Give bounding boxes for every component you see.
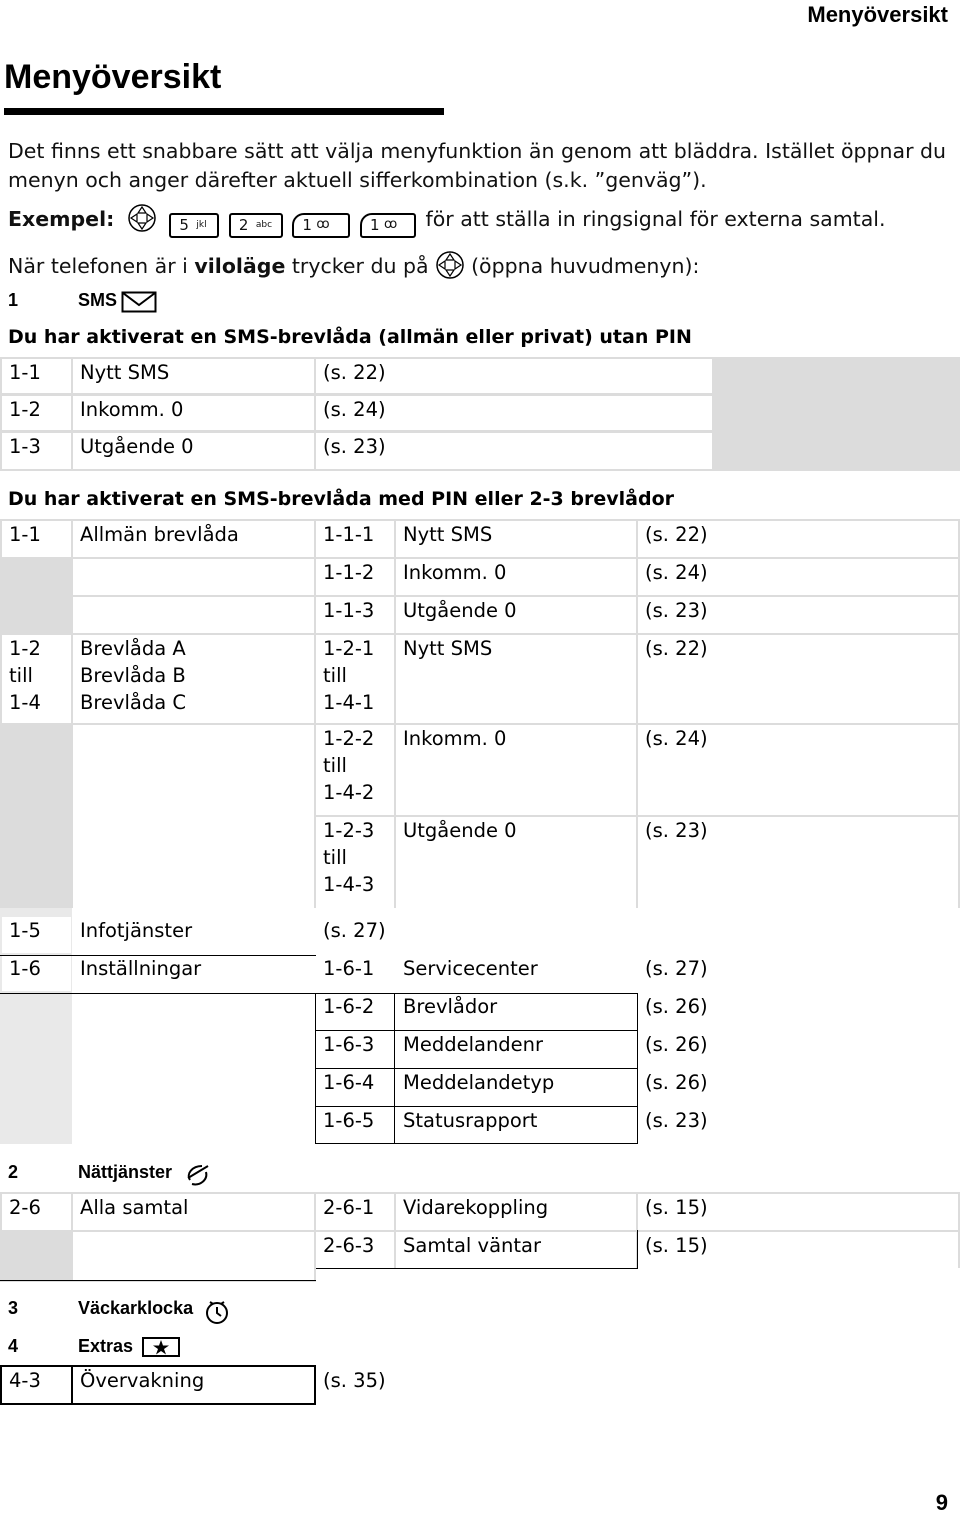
star-icon: [142, 1337, 180, 1362]
example-text: för att ställa in ringsignal för externa samtal.: [425, 207, 886, 231]
subheading-with-pin: Du har aktiverat en SMS-brevlåda med PIN eller 2-3 brevlådor: [8, 488, 674, 510]
submenu-code: 1-6-3: [316, 1031, 394, 1067]
menu-code: 1-1: [2, 521, 71, 557]
submenu-code: 1-2-2 till 1-4-2: [316, 725, 394, 815]
menu-item: Allmän brevlåda: [73, 521, 314, 557]
submenu-item: Nytt SMS: [396, 635, 636, 723]
example-label: Exempel:: [8, 207, 115, 231]
submenu-code: 1-2-3 till 1-4-3: [316, 817, 394, 908]
page-number: 9: [935, 1490, 948, 1515]
submenu-item: Inkomm. 0: [396, 559, 636, 595]
submenu-item: Servicecenter: [396, 955, 636, 991]
page-reference: (s. 22): [638, 635, 958, 723]
submenu-item: Utgående 0: [396, 817, 636, 908]
submenu-code: 1-2-1 till 1-4-1: [316, 635, 394, 723]
menu-code: 2-6: [2, 1194, 71, 1230]
submenu-code: 1-6-1: [316, 955, 394, 991]
page-reference: (s. 22): [638, 521, 958, 557]
intro-line-1: Det finns ett snabbare sätt att välja menyfunktion än genom att bläddra. Istället öppnar du: [8, 139, 947, 163]
submenu-item: Samtal väntar: [396, 1232, 636, 1268]
navigation-key-icon: [435, 250, 465, 285]
menu-code: 1-1: [2, 359, 71, 393]
page-reference: (s. 26): [638, 1069, 958, 1105]
key-5-icon: 5 jkl: [169, 213, 219, 238]
menu-code: 4-3: [2, 1367, 71, 1403]
submenu-item: Meddelandenr: [396, 1031, 636, 1067]
menu-item: Övervakning: [73, 1367, 314, 1403]
alarm-clock-icon: [204, 1299, 230, 1330]
submenu-code: 1-1-2: [316, 559, 394, 595]
menu-item: Alla samtal: [73, 1194, 314, 1230]
menu-item: Inställningar: [73, 955, 314, 991]
page-reference: (s. 24): [638, 559, 958, 595]
intro-line-2: menyn och anger därefter aktuell sifferkombination (s.k. ”genväg”).: [8, 168, 707, 192]
section-alarm-clock: 3 Väckarklocka: [8, 1298, 408, 1324]
key-1-icon: 1 ꝏ: [360, 213, 416, 238]
page-reference: (s. 15): [638, 1194, 958, 1230]
submenu-code: 2-6-1: [316, 1194, 394, 1230]
menu-item: Infotjänster: [73, 917, 314, 953]
page-reference: (s. 26): [638, 993, 958, 1029]
page-reference: (s. 23): [316, 433, 712, 469]
submenu-code: 2-6-3: [316, 1232, 394, 1268]
key-2-icon: 2 abc: [229, 213, 283, 238]
page-reference: (s. 24): [316, 396, 712, 430]
idle-instruction: När telefonen är i viloläge trycker du på (öppna huvudmenyn):: [8, 250, 699, 285]
subheading-no-pin: Du har aktiverat en SMS-brevlåda (allmän eller privat) utan PIN: [8, 326, 692, 348]
menu-code: 1-5: [2, 917, 71, 953]
title-underline: [4, 108, 444, 115]
menu-item: Nytt SMS: [73, 359, 314, 393]
page-reference: (s. 23): [638, 817, 958, 908]
submenu-item: Nytt SMS: [396, 521, 636, 557]
menu-code: 1-6: [2, 955, 71, 991]
example-line: [8, 203, 885, 238]
page-title: Menyöversikt: [4, 58, 222, 96]
key-1-icon: 1 ꝏ: [292, 213, 350, 238]
submenu-item: Vidarekoppling: [396, 1194, 636, 1230]
running-header: Menyöversikt: [807, 2, 948, 27]
network-services-icon: [184, 1162, 212, 1193]
submenu-item: Meddelandetyp: [396, 1069, 636, 1105]
menu-code: 1-3: [2, 433, 71, 469]
mailbox-list: Brevlåda A Brevlåda B Brevlåda C: [73, 635, 314, 723]
envelope-icon: [121, 291, 157, 318]
submenu-code: 1-6-4: [316, 1069, 394, 1105]
section-network-services: 2 Nättjänster: [8, 1162, 408, 1188]
submenu-item: Statusrapport: [396, 1107, 636, 1143]
menu-item: Utgående 0: [73, 433, 314, 469]
page-reference: (s. 23): [638, 597, 958, 633]
page-reference: (s. 27): [316, 917, 636, 953]
page-reference: (s. 15): [638, 1232, 958, 1268]
submenu-code: 1-6-2: [316, 993, 394, 1029]
page-reference: (s. 22): [316, 359, 712, 393]
menu-code: 1-2: [2, 396, 71, 430]
submenu-code: 1-6-5: [316, 1107, 394, 1143]
submenu-code: 1-1-3: [316, 597, 394, 633]
submenu-item: Utgående 0: [396, 597, 636, 633]
navigation-key-icon: [127, 203, 157, 238]
page-reference: (s. 23): [638, 1107, 958, 1143]
submenu-item: Brevlådor: [396, 993, 636, 1029]
page-reference: (s. 27): [638, 955, 958, 991]
menu-item: Inkomm. 0: [73, 396, 314, 430]
submenu-item: Inkomm. 0: [396, 725, 636, 815]
section-sms: 1 SMS: [8, 290, 308, 314]
section-extras: 4 Extras: [8, 1336, 408, 1360]
page-reference: (s. 35): [316, 1367, 616, 1403]
page-reference: (s. 24): [638, 725, 958, 815]
submenu-code: 1-1-1: [316, 521, 394, 557]
page-reference: (s. 26): [638, 1031, 958, 1067]
menu-code: 1-2 till 1-4: [2, 635, 71, 723]
